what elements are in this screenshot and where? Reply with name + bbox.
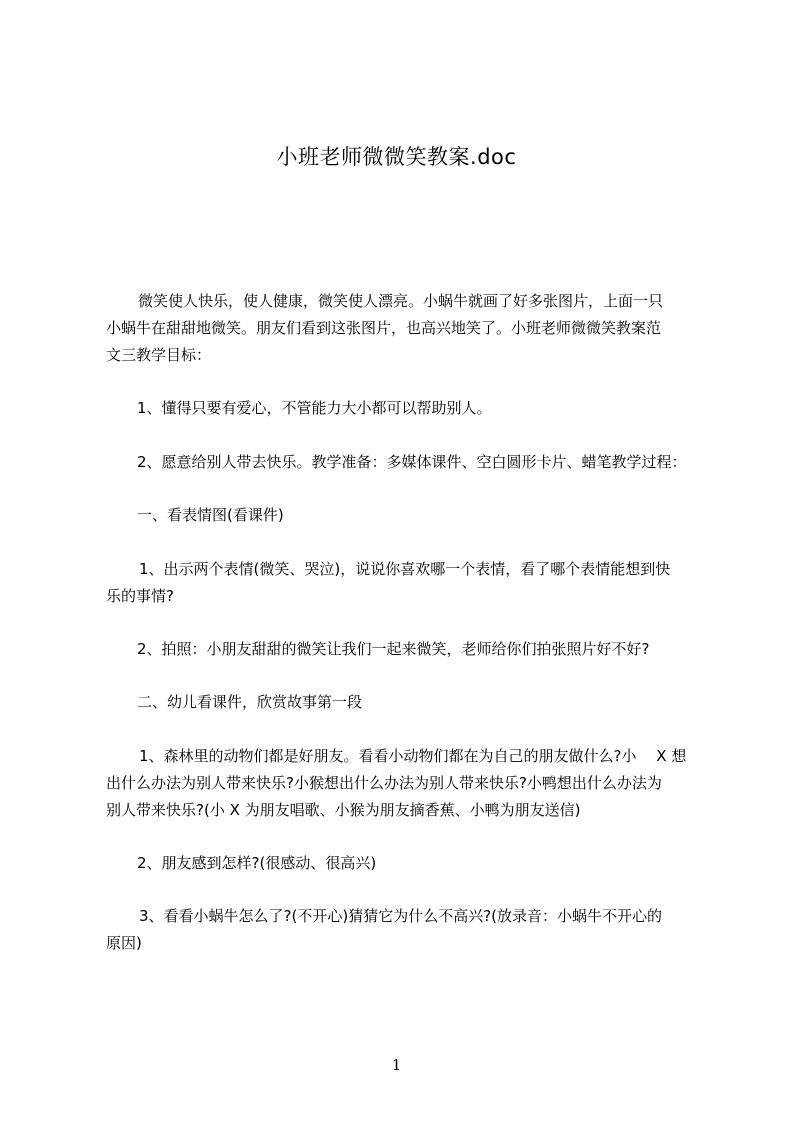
text-line: 二、幼儿看课件，欣赏故事第一段 [137,693,363,711]
text-line: 别人带来快乐?(小 X 为朋友唱歌、小猴为朋友摘香蕉、小鸭为朋友送信) [106,801,581,819]
text-line: 1、森林里的动物们都是好朋友。看看小动物们都在为自己的朋友做什么?小 X 想 [139,747,687,765]
text-line: 2、朋友感到怎样?(很感动、很高兴) [137,854,377,872]
page-number: 1 [391,1056,402,1074]
document-title: 小班老师微微笑教案.doc [276,145,517,169]
text-line: 1、懂得只要有爱心，不管能力大小都可以帮助别人。 [137,399,492,417]
text-line: 乐的事情? [106,587,174,605]
text-line: 2、愿意给别人带去快乐。教学准备：多媒体课件、空白圆形卡片、蜡笔教学过程： [137,453,687,471]
text-line: 原因) [106,934,142,952]
text-line: 一、看表情图(看课件) [137,506,284,524]
text-line: 微笑使人快乐，使人健康，微笑使人漂亮。小蜗牛就画了好多张图片，上面一只 [138,292,664,310]
text-line: 小蜗牛在甜甜地微笑。朋友们看到这张图片，也高兴地笑了。小班老师微微笑教案范 [106,319,662,337]
text-line: 3、看看小蜗牛怎么了?(不开心)猜猜它为什么不高兴?(放录音：小蜗牛不开心的 [139,907,663,925]
text-line: 1、出示两个表情(微笑、哭泣)，说说你喜欢哪一个表情，看了哪个表情能想到快 [139,560,671,578]
text-line: 2、拍照：小朋友甜甜的微笑让我们一起来微笑，老师给你们拍张照片好不好? [137,640,650,658]
text-line: 文三教学目标： [106,346,212,364]
text-line: 出什么办法为别人带来快乐?小猴想出什么办法为别人带来快乐?小鸭想出什么办法为 [106,774,662,792]
